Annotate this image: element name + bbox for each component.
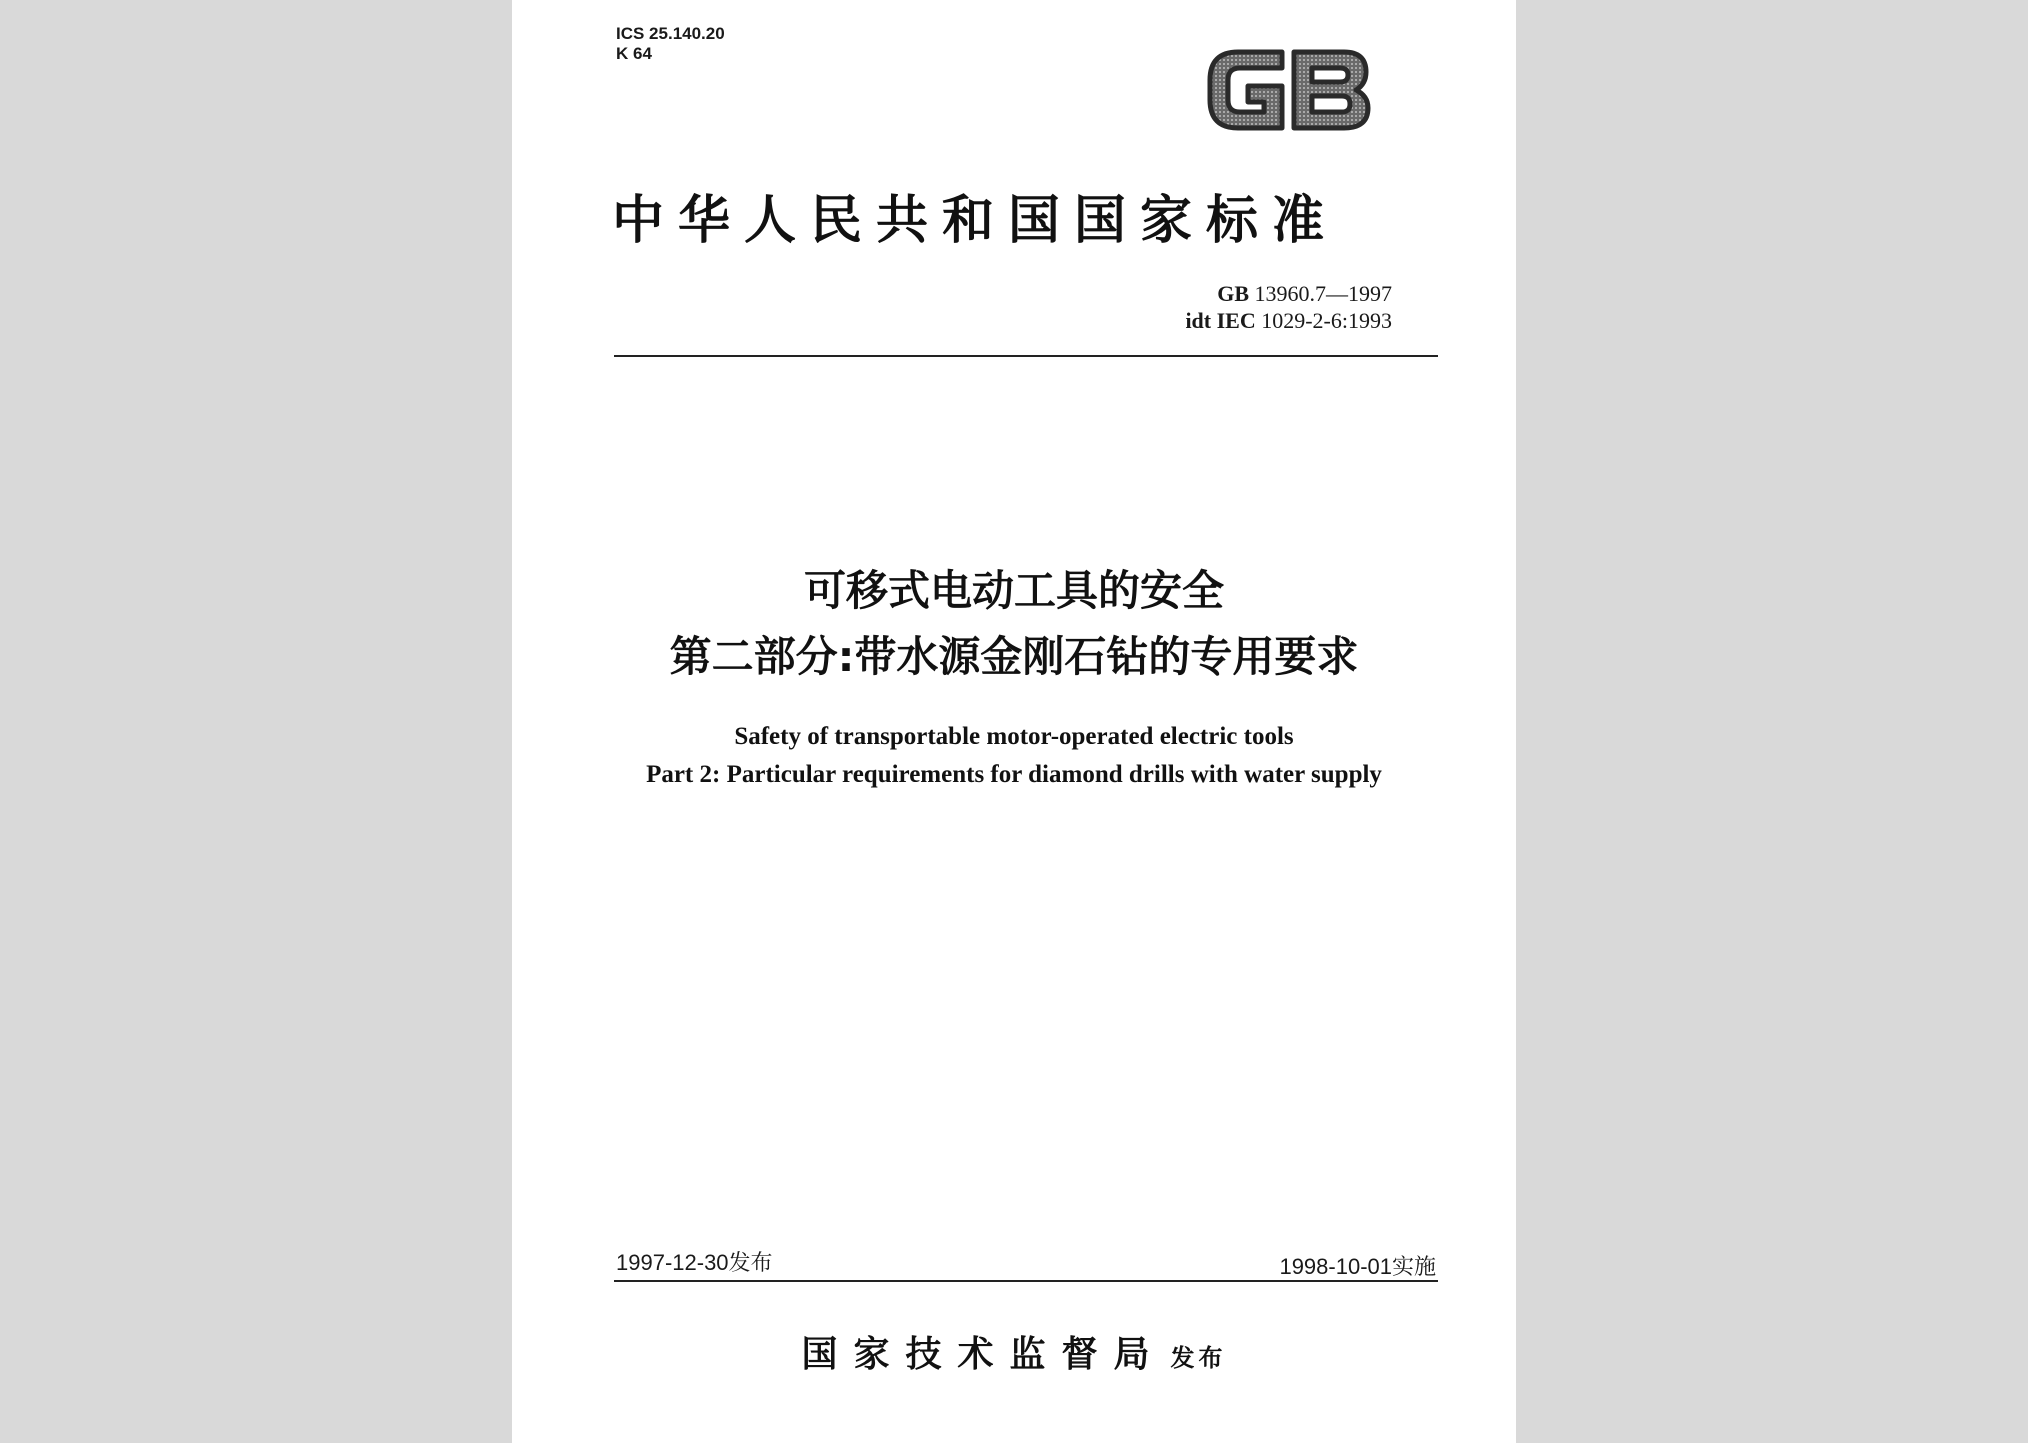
chinese-title-line-1: 可移式电动工具的安全 [803, 566, 1224, 615]
english-title [512, 718, 1516, 794]
publish-date: 1997-12-30发布 [616, 1250, 773, 1275]
national-standard-title: 中华人民共和国国家标准 [612, 190, 1339, 251]
issuer-line [512, 1326, 1516, 1377]
chinese-title-line-2: 第二部分:带水源金刚石钻的专用要求 [669, 632, 1359, 681]
gb-prefix: GB [1217, 281, 1249, 306]
ics-block [616, 24, 725, 64]
idt-number: 1029-2-6:1993 [1261, 308, 1392, 333]
idt-code-line [1185, 307, 1392, 334]
gb-code-line [1185, 280, 1392, 307]
issuer-name: 国家技术监督局 [801, 1333, 1166, 1375]
implementation-date: 1998-10-01实施 [1279, 1254, 1436, 1279]
bottom-divider [614, 1280, 1438, 1282]
chinese-title [512, 558, 1516, 690]
standard-codes [1185, 280, 1392, 334]
ics-code: ICS 25.140.20 [616, 24, 725, 43]
english-title-line-2: Part 2: Particular requirements for diamond drills with water supply [646, 761, 1382, 788]
idt-prefix: idt IEC [1185, 308, 1256, 333]
top-divider [614, 355, 1438, 357]
classification-code: K 64 [616, 44, 652, 63]
gb-number: 13960.7—1997 [1254, 281, 1392, 306]
document-page [512, 0, 1516, 1443]
english-title-line-1: Safety of transportable motor-operated electric tools [734, 723, 1294, 750]
issuer-suffix: 发布 [1170, 1343, 1227, 1372]
gb-logo [1198, 38, 1378, 142]
